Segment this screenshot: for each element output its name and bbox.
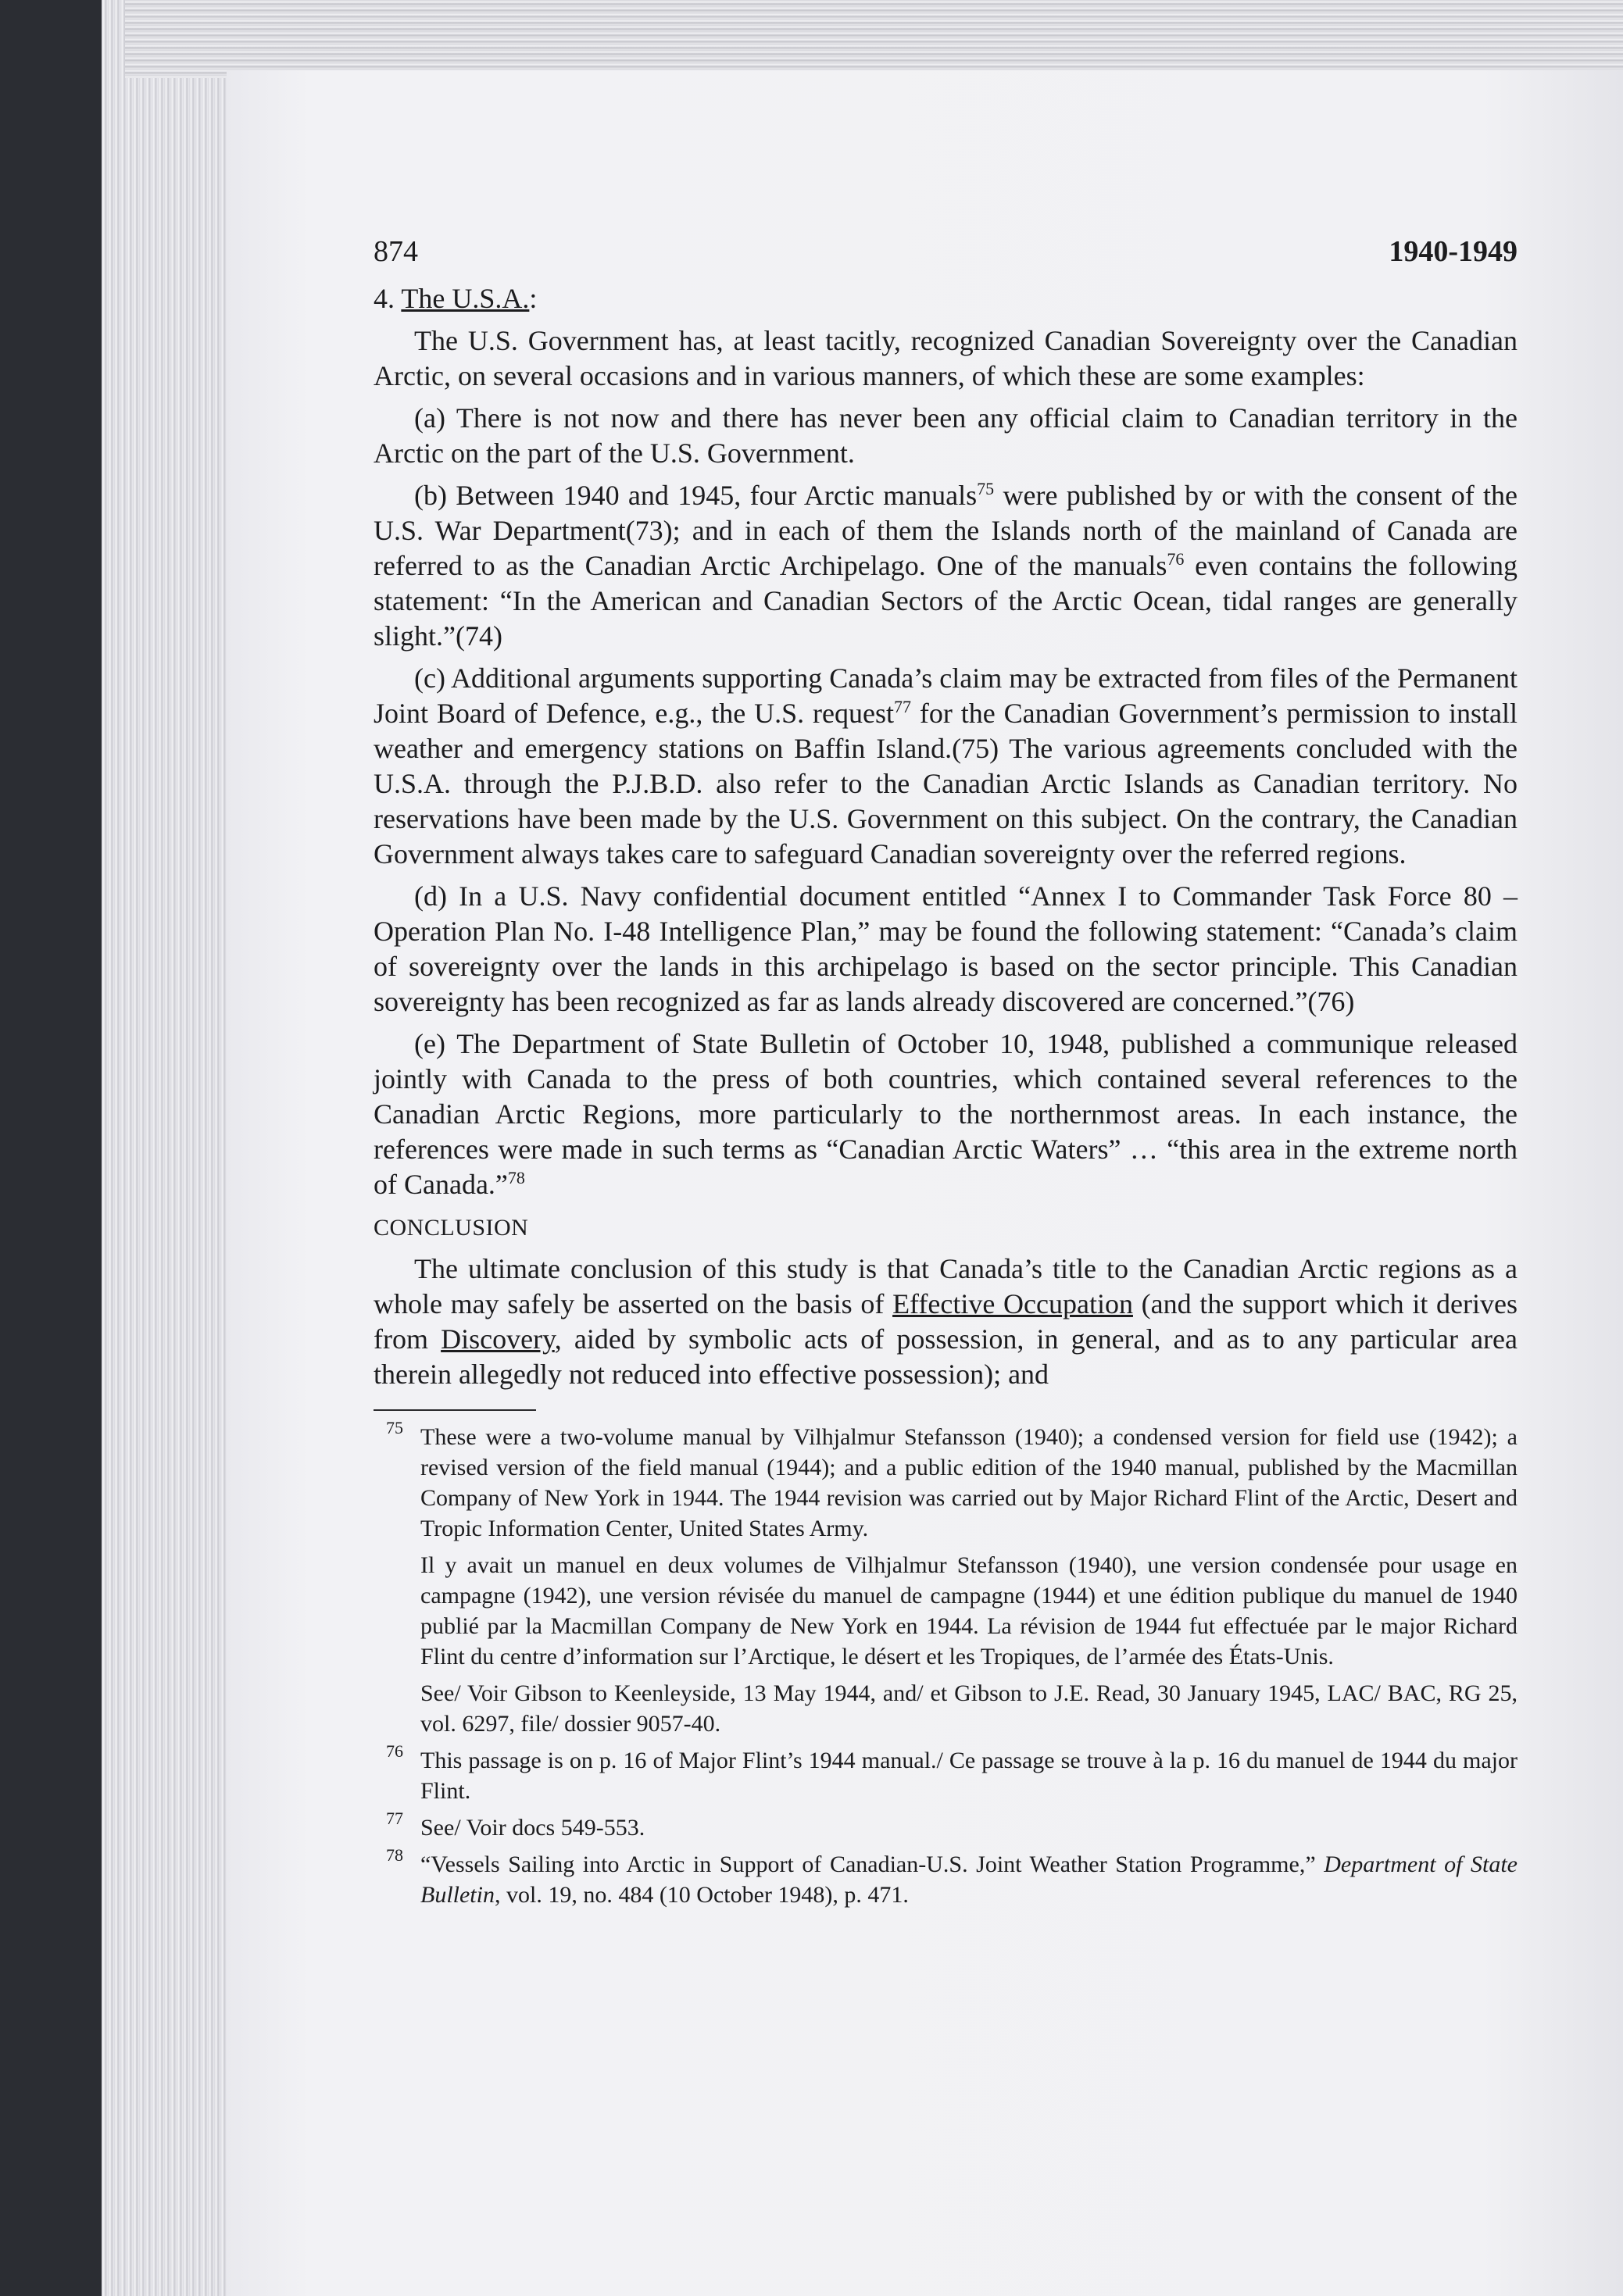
paragraph-b-part-2: were published by or with the consent of the U.S. War Department(73); and in each of them the Islands north of the mainland of Canada are referred to as the Canadian Arctic Archipelago. One of the manuals bbox=[374, 480, 1518, 581]
term-effective-occupation: Effective Occupation bbox=[892, 1288, 1133, 1319]
footnote-ref-76[interactable]: 76 bbox=[1167, 549, 1185, 569]
conclusion-part-2: (and the support which it derives from bbox=[374, 1288, 1518, 1355]
paragraph-c-part-2: for the Canadian Government’s permission to install weather and emergency stations on Baffin Island.(75) The various agreements concluded with the U.S.A. through the P.J.B.D. also refer to the Canadian Arctic Islands as Canadian territory. No reservations have been made by the U.S. Government on this subject. On the contrary, the Canadian Government always takes care to safeguard Canadian sovereignty over the referred regions. bbox=[374, 698, 1518, 869]
footnote-78-part-1: “Vessels Sailing into Arctic in Support of Canadian-U.S. Joint Weather Station Programme,” bbox=[420, 1851, 1324, 1877]
footnote-78 bbox=[374, 1845, 1518, 1910]
section-title: The U.S.A. bbox=[401, 283, 530, 314]
footnote-75 bbox=[374, 1418, 1518, 1544]
running-head bbox=[374, 234, 1518, 281]
paragraph-e bbox=[374, 1027, 1518, 1202]
footnote-78-text bbox=[420, 1849, 1518, 1910]
footnote-78-part-2: , vol. 19, no. 484 (10 October 1948), p. 471. bbox=[494, 1882, 909, 1908]
paragraph-e-text: (e) The Department of State Bulletin of October 10, 1948, published a communique released jointly with Canada to the press of both countries, which contained several references to the Canadian Arctic Regions, more particularly to the northernmost areas. In each instance, the references were made in such terms as “Canadian Arctic Waters” … “this area in the extreme north of Canada.” bbox=[374, 1028, 1518, 1200]
footnote-mark-76: 76 bbox=[386, 1741, 403, 1761]
footnote-78-journal: Department of State Bulletin bbox=[420, 1851, 1518, 1908]
paragraph-c-part-1: (c) Additional arguments supporting Canada’s claim may be extracted from files of the Permanent Joint Board of Defence, e.g., the U.S. request bbox=[374, 662, 1518, 729]
footnote-75-english: These were a two-volume manual by Vilhjalmur Stefansson (1940); a condensed version for field use (1942); a revised version of the field manual (1944); and a public edition of the 1940 manual, published by the Macmillan Company of New York in 1944. The 1944 revision was carried out by Major Richard Flint of the Arctic, Desert and Tropic Information Center, United States Army. bbox=[420, 1424, 1518, 1541]
section-heading bbox=[374, 281, 1518, 316]
paragraph-d: (d) In a U.S. Navy confidential document entitled “Annex I to Commander Task Force 80 – Operation Plan No. I-48 Intelligence Plan,” may be found the following statement: “Canada’s claim of sovereignty over the lands in this archipelago is based on the sector principle. This Canadian sovereignty has been recognized as far as lands already discovered are concerned.”(76) bbox=[374, 880, 1518, 1017]
conclusion-part-1: The ultimate conclusion of this study is that Canada’s title to the Canadian Arctic regions as a whole may safely be asserted on the basis of bbox=[374, 1253, 1518, 1319]
term-discovery: Discovery bbox=[441, 1323, 555, 1355]
running-title: 1940-1949 bbox=[1389, 235, 1518, 268]
book-page-edges bbox=[102, 0, 234, 2296]
section-number: 4. bbox=[374, 283, 395, 314]
paragraph-b bbox=[374, 478, 1518, 654]
footnote-ref-78[interactable]: 78 bbox=[507, 1168, 525, 1187]
footnote-77-text: See/ Voir docs 549-553. bbox=[420, 1815, 645, 1841]
footnote-77 bbox=[374, 1809, 1518, 1843]
footnote-ref-75[interactable]: 75 bbox=[977, 479, 995, 498]
body-text bbox=[374, 281, 1518, 1392]
conclusion-part-3: , aided by symbolic acts of possession, in general, and as to any particular area therein allegedly not reduced into effective possession); and bbox=[374, 1323, 1518, 1390]
paragraph-c bbox=[374, 661, 1518, 872]
book-top-edges bbox=[125, 0, 1623, 78]
paragraph-a: (a) There is not now and there has never been any official claim to Canadian territory in the Arctic on the part of the U.S. Government. bbox=[374, 402, 1518, 469]
paragraph-b-part-3: even contains the following statement: “In the American and Canadian Sectors of the Arctic Ocean, tidal ranges are generally slight.”(74) bbox=[374, 550, 1518, 652]
footnote-mark-75: 75 bbox=[386, 1418, 403, 1437]
section-colon: : bbox=[529, 283, 538, 314]
page-text-block bbox=[374, 234, 1518, 1916]
footnote-mark-77: 77 bbox=[386, 1809, 403, 1828]
paragraph-intro: The U.S. Government has, at least tacitly, recognized Canadian Sovereignty over the Canadian Arctic, on several occasions and in various manners, of which these are some examples: bbox=[374, 325, 1518, 391]
footnote-76 bbox=[374, 1741, 1518, 1806]
footnote-75-french: Il y avait un manuel en deux volumes de Vilhjalmur Stefansson (1940), une version condensée pour usage en campagne (1942), une version révisée du manuel de campagne (1944) et une édition publique du manuel de 1940 publié par la Macmillan Company de New York en 1944. La révision de 1944 fut effectuée par le major Richard Flint du centre d’information sur l’Arctique, le désert et les Tropiques, de l’armée des États-Unis. bbox=[420, 1552, 1518, 1669]
conclusion-heading: CONCLUSION bbox=[374, 1215, 529, 1241]
footnote-ref-77[interactable]: 77 bbox=[893, 697, 911, 716]
footnote-76-text: This passage is on p. 16 of Major Flint’s 1944 manual./ Ce passage se trouve à la p. 16 du manuel de 1944 du major Flint. bbox=[420, 1748, 1518, 1804]
page-number: 874 bbox=[374, 235, 418, 268]
footnote-75-see: See/ Voir Gibson to Keenleyside, 13 May 1944, and/ et Gibson to J.E. Read, 30 January 1945, LAC/ BAC, RG 25, vol. 6297, file/ dossier 9057-40. bbox=[420, 1680, 1518, 1737]
paragraph-b-part-1: (b) Between 1940 and 1945, four Arctic manuals bbox=[414, 480, 978, 511]
footnote-separator bbox=[374, 1409, 536, 1411]
paragraph-conclusion bbox=[374, 1252, 1518, 1392]
footnotes bbox=[374, 1418, 1518, 1910]
footnote-mark-78: 78 bbox=[386, 1845, 403, 1865]
